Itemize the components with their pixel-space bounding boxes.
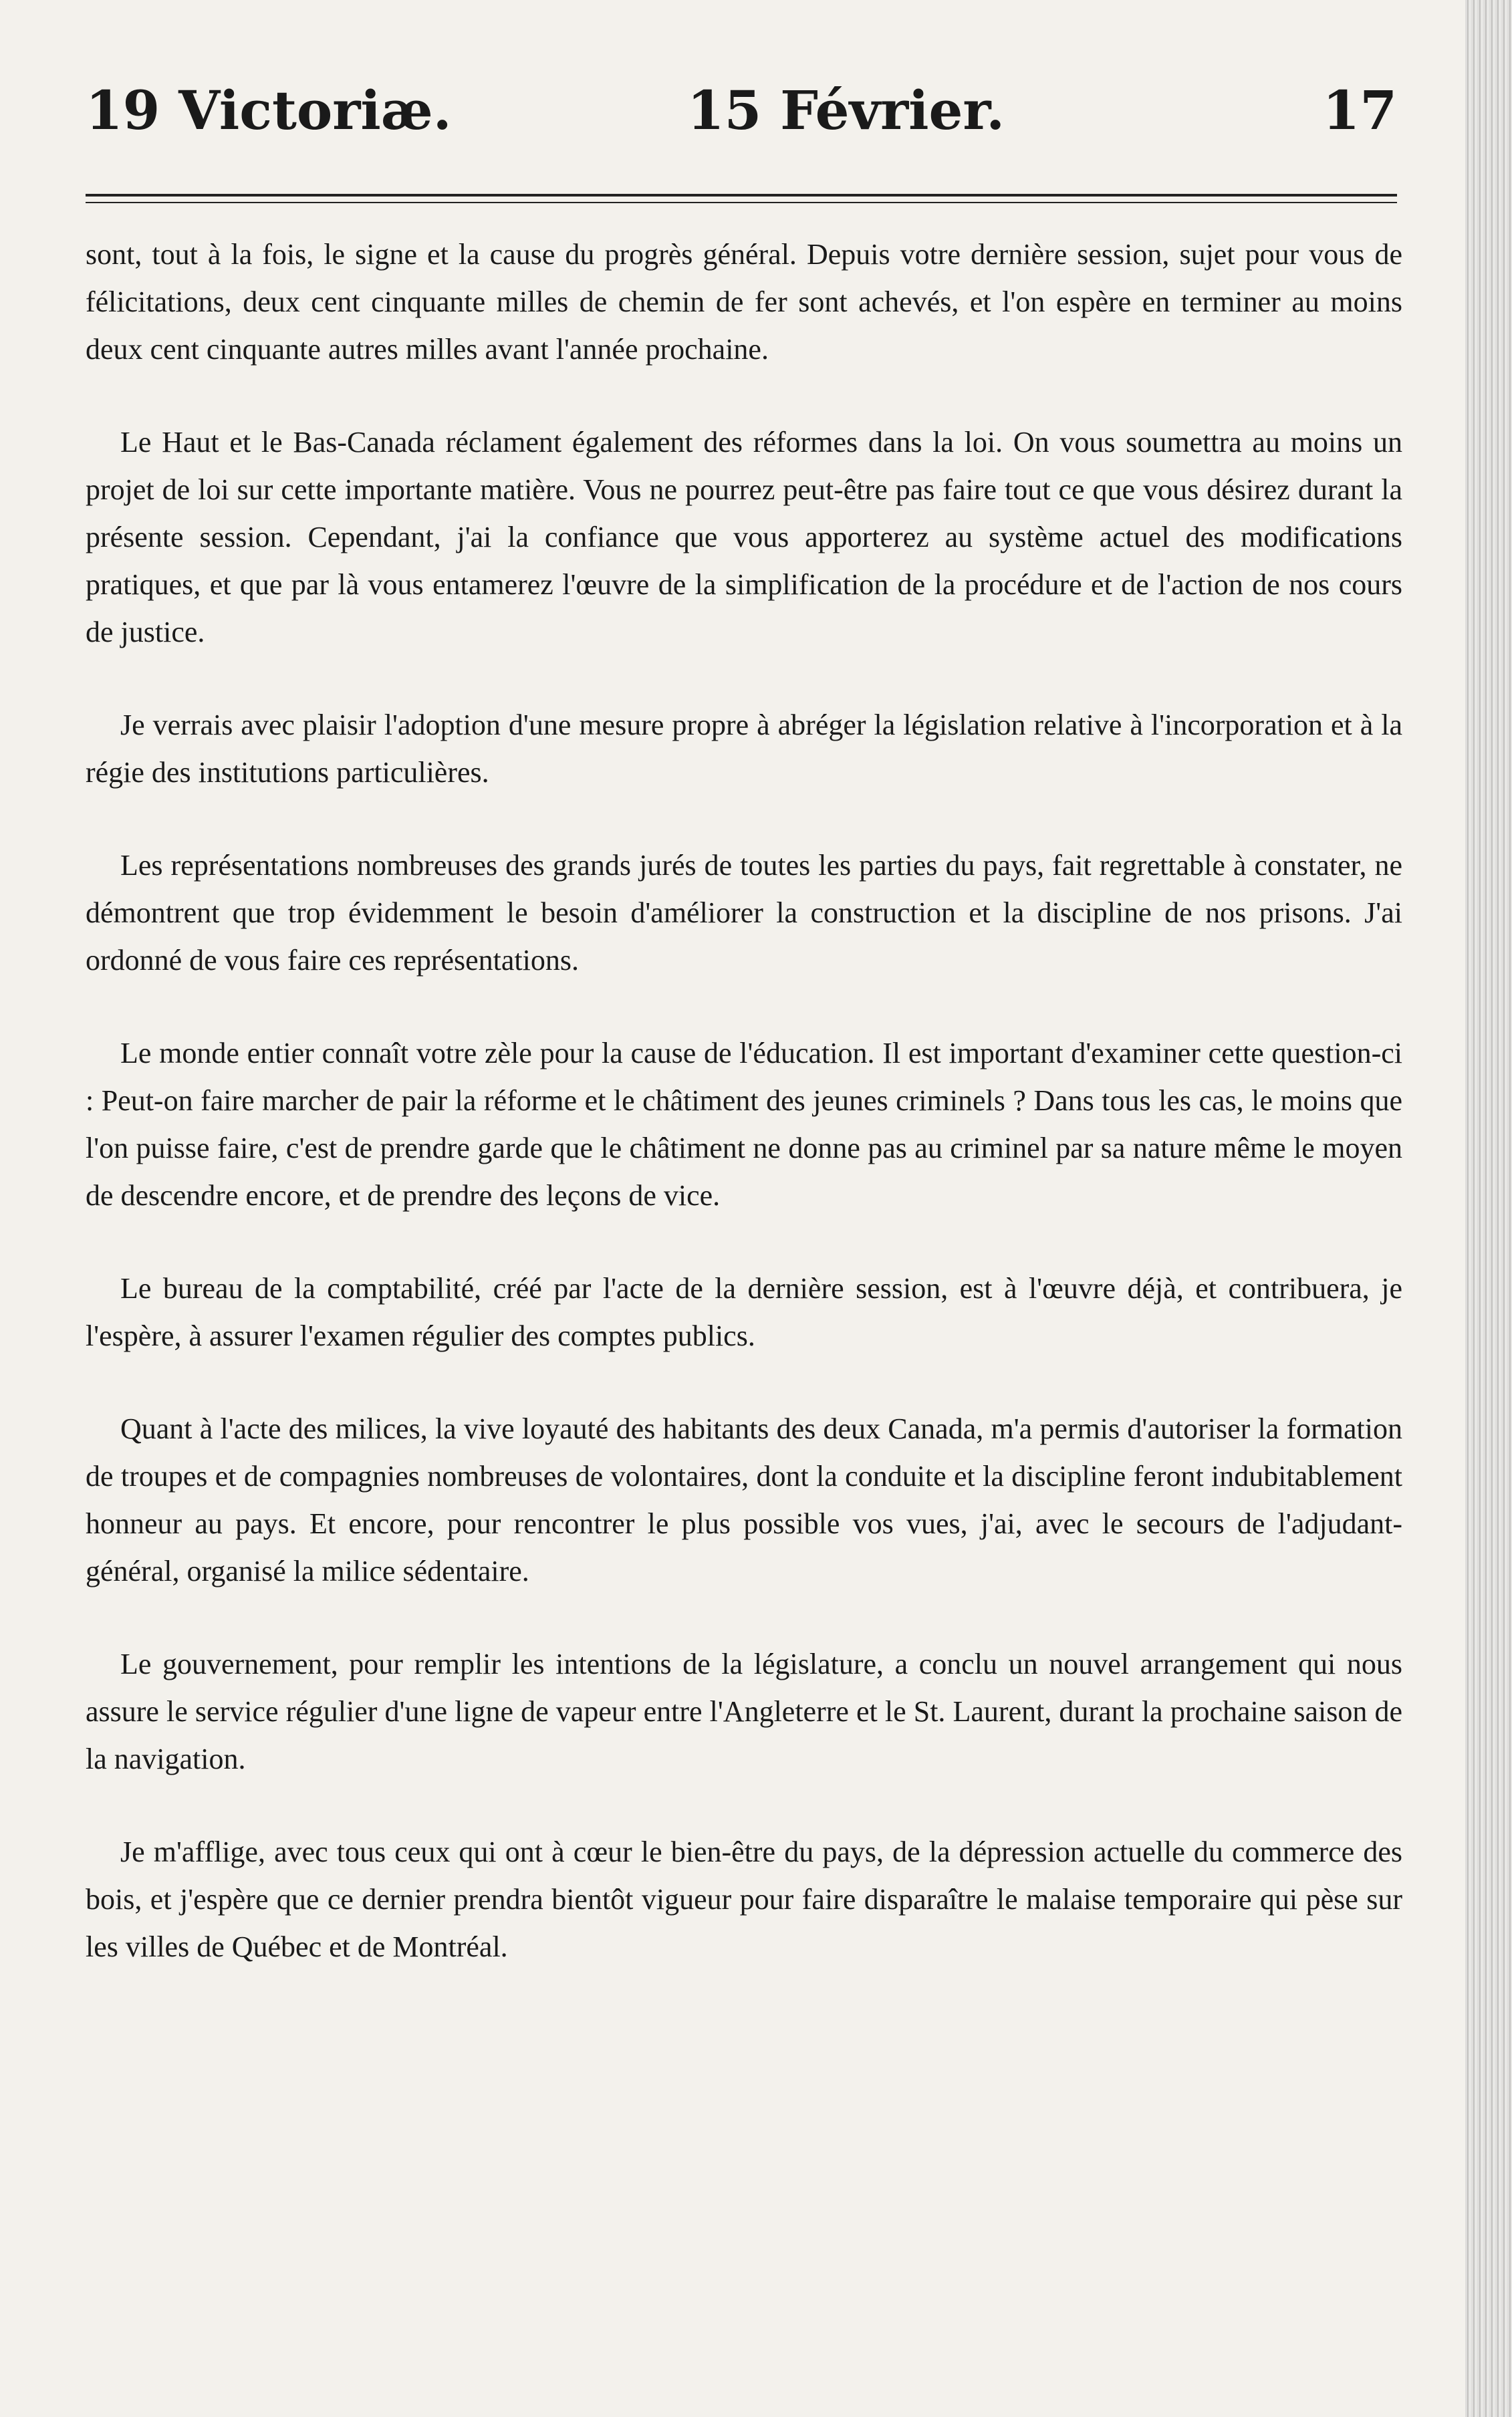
paragraph-9: Je m'afflige, avec tous ceux qui ont à cœur le bien-être du pays, de la dépression actuelle du commerce des bois, et j'espère que ce dernier prendra bientôt vigueur pour faire disparaître le malaise temporaire qui pèse sur les villes de Québec et de Montréal.	[86, 1835, 1402, 1963]
paragraph-8: Le gouvernement, pour remplir les intentions de la législature, a conclu un nouvel arrangement qui nous assure le service régulier d'une ligne de vapeur entre l'Angleterre et le St. Laurent, durant la prochaine saison de la navigation.	[86, 1648, 1402, 1775]
running-header	[86, 79, 1397, 152]
paragraph-1: sont, tout à la fois, le signe et la cause du progrès général. Depuis votre dernière session, sujet pour vous de félicitations, deux cent cinquante milles de chemin de fer sont achevés, et l'on espère en terminer au moins deux cent cinquante autres milles avant l'année prochaine.	[86, 238, 1402, 366]
page-number: 17	[1322, 79, 1397, 142]
paragraph-5: Le monde entier connaît votre zèle pour la cause de l'éducation. Il est important d'examiner cette question-ci : Peut-on faire marcher de pair la réforme et le châtiment des jeunes criminels ? Dans tous les cas, le moins que l'on puisse faire, c'est de prendre garde que le châtiment ne donne pas au criminel par sa nature même le moyen de descendre encore, et de prendre des leçons de vice.	[86, 1037, 1402, 1212]
paragraph-7: Quant à l'acte des milices, la vive loyauté des habitants des deux Canada, m'a permis d'autoriser la formation de troupes et de compagnies nombreuses de volontaires, dont la conduite et la discipline feront indubitablement honneur au pays. Et encore, pour rencontrer le plus possible vos vues, j'ai, avec le secours de l'adjudant-général, organisé la milice sédentaire.	[86, 1412, 1402, 1587]
paragraph-6: Le bureau de la comptabilité, créé par l'acte de la dernière session, est à l'œuvre déjà, et contribuera, je l'espère, à assurer l'examen régulier des comptes publics.	[86, 1272, 1402, 1352]
header-rule-thin	[86, 202, 1397, 203]
paragraph-3: Je verrais avec plaisir l'adoption d'une mesure propre à abréger la législation relative à l'incorporation et à la régie des institutions particulières.	[86, 709, 1402, 789]
header-regnal-year: 19 Victoriæ.	[86, 79, 452, 142]
header-date: 15 Février.	[687, 79, 1005, 142]
scan-edge-shading	[1465, 0, 1512, 2417]
header-rule-thick	[86, 194, 1397, 197]
page-body	[86, 231, 1402, 1970]
paragraph-4: Les représentations nombreuses des grands jurés de toutes les parties du pays, fait regrettable à constater, ne démontrent que trop évidemment le besoin d'améliorer la construction et la discipline de nos prisons. J'ai ordonné de vous faire ces représentations.	[86, 849, 1402, 977]
paragraph-2: Le Haut et le Bas-Canada réclament également des réformes dans la loi. On vous soumettra au moins un projet de loi sur cette importante matière. Vous ne pourrez peut-être pas faire tout ce que vous désirez durant la présente session. Cependant, j'ai la confiance que vous apporterez au système actuel des modifications pratiques, et que par là vous entamerez l'œuvre de la simplification de la procédure et de l'action de nos cours de justice.	[86, 426, 1402, 648]
